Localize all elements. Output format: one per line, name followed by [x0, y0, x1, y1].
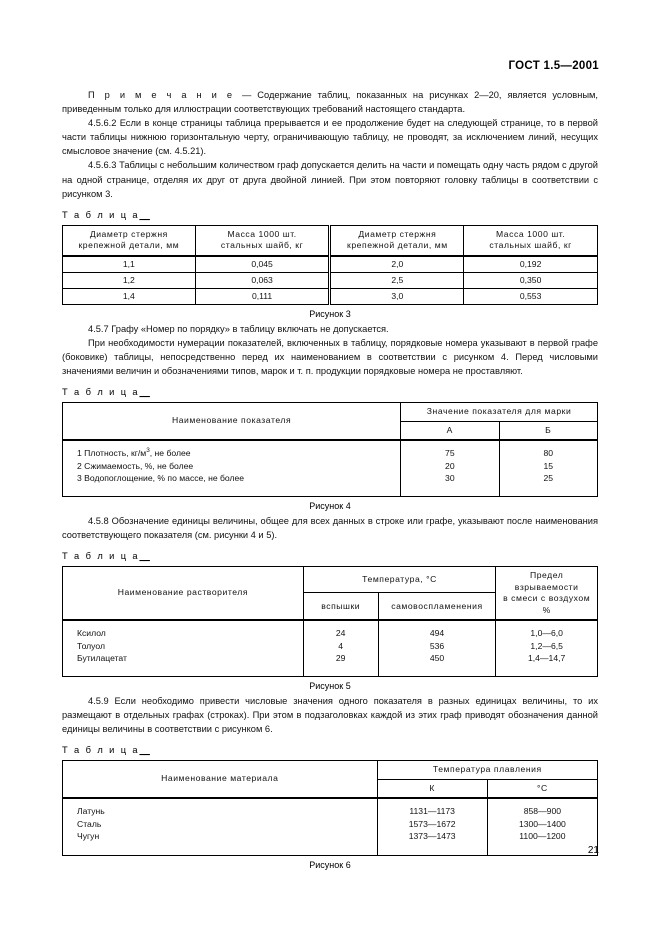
table-caption-word-6: Т а б л и ц а [62, 745, 140, 756]
table-6-bottom-rule [63, 850, 598, 856]
table-3-header-line-2b: стальных шайб, кг [220, 240, 304, 251]
table-5-auto-1: 494 [429, 628, 445, 639]
table-5-bottom-1 [63, 672, 304, 677]
table-6-header-sub-k: К [377, 779, 487, 798]
table-5-flash-2: 4 [338, 640, 344, 651]
table-4-names-column [63, 440, 401, 492]
table-3-header-line-3a: Диаметр стержня [358, 228, 437, 239]
table-4 [62, 402, 598, 497]
table-6-name-3: Чугун [77, 831, 100, 842]
table-5-header-temperature: Температура, °С [303, 567, 496, 593]
table-5-flash-1: 24 [335, 628, 346, 639]
table-5-limit-3: 1,4—14,7 [528, 653, 566, 664]
table-3-header-cell-3 [330, 225, 464, 256]
table-4-header-sub-a: А [401, 421, 499, 440]
table-6-names-column [63, 798, 378, 850]
table-3-r1-c3: 2,0 [330, 256, 464, 273]
table-3-r3-c3: 3,0 [330, 288, 464, 304]
table-6-c-1: 858—900 [523, 806, 562, 817]
table-5-bottom-4 [496, 672, 598, 677]
table-6-kelvin-column [377, 798, 487, 850]
table-caption-6 [62, 745, 598, 755]
paragraph-4-5-7-b: При необходимости нумерации показателей, включенных в таблицу, порядковые номера указывают в первой графе (боковике) таблицы, непосредственно перед их наименованием в соответствии с рисунком 4. Перед числовыми значениями величин и обозначениями типов, марок и т. п. продукции порядковые номера не проставляют. [62, 337, 598, 377]
document-header-standard-number: ГОСТ 1.5—2001 [508, 60, 599, 72]
table-5-auto-2: 536 [429, 640, 445, 651]
table-4-a-column [401, 440, 499, 492]
table-3-header-cell-4 [464, 225, 598, 256]
table-3-header-line-1a: Диаметр стержня [89, 228, 168, 239]
table-5-flash-column [303, 620, 378, 672]
table-3-r3-c4: 0,553 [464, 288, 598, 304]
table-6-header-row-1 [63, 761, 598, 780]
table-3-r2-c2: 0,063 [195, 272, 330, 288]
table-6-body-row [63, 798, 598, 850]
table-5-limit-column [496, 620, 598, 672]
page-body [62, 88, 598, 870]
table-6-k-2: 1573—1672 [408, 818, 456, 829]
table-4-b-column [499, 440, 597, 492]
table-5-limit-1: 1,0—6,0 [530, 628, 563, 639]
table-4-header-group: Значение показателя для марки [401, 403, 598, 422]
table-3-header-cell-2 [195, 225, 330, 256]
table-6-bottom-2 [377, 850, 487, 856]
table-5-header-name: Наименование растворителя [63, 567, 304, 621]
table-3-header-line-4a: Масса 1000 шт. [495, 228, 566, 239]
table-4-b-2: 15 [543, 460, 554, 471]
table-6-celsius-column [487, 798, 597, 850]
figure-caption-4: Рисунок 4 [309, 500, 351, 511]
table-3-header-line-3b: крепежной детали, мм [347, 240, 448, 251]
table-3-r3-c1: 1,4 [63, 288, 196, 304]
table-4-name-1 [63, 441, 400, 460]
table-5-header-limit-line2: в смеси с воздухом % [503, 593, 591, 615]
paragraph-4-5-6-2: 4.5.6.2 Если в конце страницы таблица прерывается и ее продолжение будет на следующей странице, то в первой части таблицы нижнюю горизонтальную черту, ограничивающую таблицу, не проводят, за исключением линий, несущих смысловое значение (см. 4.5.21). [62, 118, 598, 157]
table-6-k-3: 1373—1473 [408, 831, 456, 842]
table-5-bottom-2 [303, 672, 378, 677]
table-4-a-2: 20 [445, 460, 455, 471]
paragraph-4-5-7-a: 4.5.7 Графу «Номер по порядку» в таблицу включать не допускается. [88, 323, 389, 334]
table-4-name-2: 2 Сжимаемость, %, не более [77, 460, 194, 471]
table-5 [62, 566, 598, 677]
table-5-bottom-rule [63, 672, 598, 677]
table-5-names-column [63, 620, 304, 672]
table-4-bottom-rule [63, 492, 598, 497]
table-6-header-name: Наименование материала [63, 761, 378, 799]
table-caption-5 [62, 551, 598, 561]
table-3-r3-c2: 0,111 [195, 288, 330, 304]
table-6 [62, 760, 598, 856]
table-4-a-3: 30 [445, 473, 455, 484]
table-6-header-group: Температура плавления [377, 761, 597, 780]
table-caption-4 [62, 387, 598, 397]
table-5-header-limit-line1: Предел взрываемости [514, 570, 579, 592]
table-6-k-1: 1131—1173 [409, 806, 455, 817]
table-5-name-2: Толуол [77, 640, 105, 651]
table-4-name-1-post: , не более [149, 448, 191, 459]
table-4-a-1: 75 [445, 448, 455, 459]
table-4-bottom-2 [401, 492, 499, 497]
table-4-header-sub-b: Б [499, 421, 597, 440]
table-3-block [62, 225, 598, 305]
table-5-name-1: Ксилол [77, 628, 106, 639]
table-6-name-2: Сталь [77, 818, 102, 829]
table-5-flash-3: 29 [335, 653, 346, 664]
table-4-body-row [63, 440, 598, 492]
table-4-bottom-3 [499, 492, 597, 497]
table-caption-word-3: Т а б л и ц а [62, 209, 140, 220]
table-3-header-line-2a: Масса 1000 шт. [227, 228, 297, 239]
table-5-body-row [63, 620, 598, 672]
table-caption-3 [62, 210, 598, 220]
table-5-header-sub-flash: вспышки [303, 593, 378, 620]
note-text: — Содержание таблиц, показанных на рисунках 2—20, является условным, приведенным только для иллюстрации соответствующих требований настоящего стандарта. [62, 90, 599, 115]
table-3-r1-c4: 0,192 [464, 256, 598, 273]
table-3-header-cell-1 [63, 225, 196, 256]
figure-caption-3: Рисунок 3 [309, 308, 351, 319]
table-caption-blank-4: __ [139, 387, 150, 398]
paragraph-note [62, 88, 598, 116]
table-4-bottom-1 [63, 492, 401, 497]
paragraph-4-5-6-3: 4.5.6.3 Таблицы с небольшим количеством граф допускается делить на части и помещать одну часть рядом с другой на одной странице, отделяя их друг от друга двойной линией. При этом повторяют головку таблицы в соответствии с рисунком 3. [62, 160, 598, 199]
table-4-header-name: Наименование показателя [63, 403, 401, 441]
table-6-bottom-3 [487, 850, 597, 856]
table-5-auto-3: 450 [429, 653, 445, 664]
table-6-block [62, 760, 598, 856]
table-caption-blank-3: __ [139, 209, 150, 220]
table-5-header-limit [496, 567, 598, 621]
note-lead-label: П р и м е ч а н и е [88, 90, 243, 100]
table-4-b-3: 25 [543, 473, 554, 484]
table-4-b-1: 80 [543, 448, 554, 459]
table-3-r2-c1: 1,2 [63, 272, 196, 288]
table-5-limit-2: 1,2—6,5 [530, 640, 563, 651]
table-6-header-sub-c: °С [487, 779, 597, 798]
figure-caption-6: Рисунок 6 [309, 859, 351, 870]
table-4-block [62, 402, 598, 497]
table-5-header-sub-autoignition: самовоспламенения [378, 593, 496, 620]
table-row [63, 272, 598, 288]
page-number: 21 [587, 845, 599, 856]
table-row [63, 256, 598, 273]
table-3-r1-c2: 0,045 [195, 256, 330, 273]
table-4-name-1-sup: 3 [146, 447, 150, 455]
table-caption-word-5: Т а б л и ц а [62, 551, 140, 562]
paragraph-4-5-9: 4.5.9 Если необходимо привести числовые значения одного показателя в разных единицах величины, то их размещают в отдельных графах (строках). При этом в подзаголовках каждой из этих граф приводят обозначения данной единицы величины в соответствии с рисунком 6. [62, 695, 598, 735]
table-3-r2-c4: 0,350 [464, 272, 598, 288]
figure-caption-5: Рисунок 5 [309, 680, 351, 691]
table-6-c-3: 1100—1200 [519, 831, 566, 842]
table-3-header-line-4b: стальных шайб, кг [489, 240, 572, 251]
table-5-bottom-3 [378, 672, 496, 677]
table-4-name-3: 3 Водопоглощение, % по массе, не более [77, 473, 245, 484]
table-6-name-1: Латунь [77, 806, 105, 817]
table-6-c-2: 1300—1400 [518, 818, 566, 829]
table-caption-word-4: Т а б л и ц а [62, 387, 140, 398]
table-caption-blank-5: __ [139, 551, 150, 562]
table-5-name-3: Бутилацетат [77, 653, 127, 664]
table-3 [62, 225, 598, 305]
table-4-header-row-1 [63, 403, 598, 422]
table-3-r1-c1: 1,1 [63, 256, 196, 273]
table-3-header-line-1b: крепежной детали, мм [78, 240, 180, 251]
table-5-auto-column [378, 620, 496, 672]
table-row [63, 288, 598, 304]
table-4-name-1-pre: 1 Плотность, кг/м [77, 448, 147, 459]
table-3-header-row [63, 225, 598, 256]
paragraph-4-5-8: 4.5.8 Обозначение единицы величины, общее для всех данных в строке или графе, указывают после наименования соответствующего показателя (см. рисунки 4 и 5). [62, 515, 598, 540]
table-3-r2-c3: 2,5 [330, 272, 464, 288]
table-5-header-row-1 [63, 567, 598, 593]
table-6-bottom-1 [63, 850, 378, 856]
table-caption-blank-6: __ [139, 745, 150, 756]
table-5-block [62, 566, 598, 677]
